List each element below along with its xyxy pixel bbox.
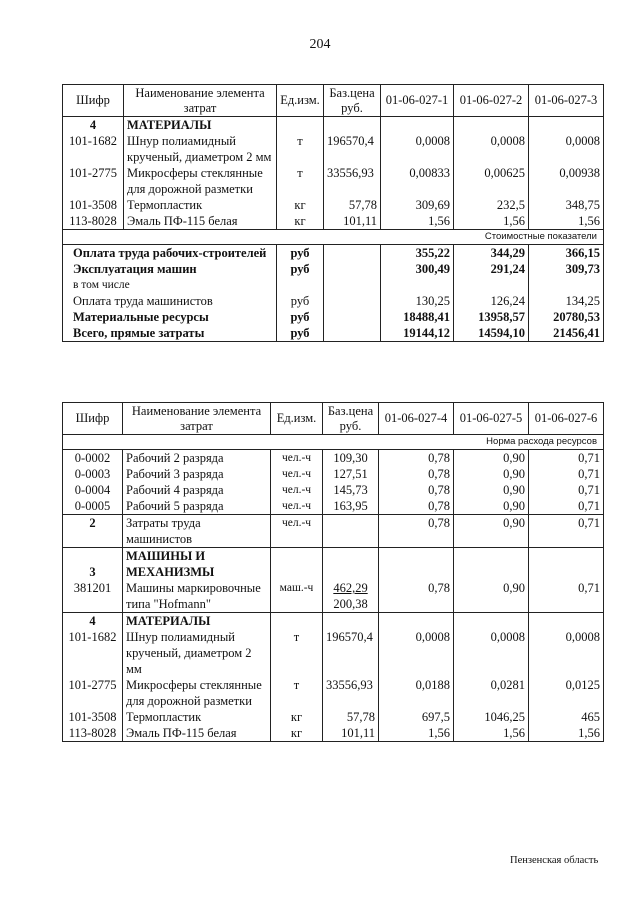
table-header-row	[63, 85, 604, 117]
row-value-3: 0,71	[529, 450, 604, 467]
row-code: 101-3508	[63, 197, 124, 213]
summary-unit: руб	[277, 325, 324, 342]
row-code: 0-0005	[63, 498, 123, 515]
row-value-2: 0,90	[454, 450, 529, 467]
operators-row	[63, 515, 604, 548]
cost-indicators-caption: Стоимостные показатели	[63, 230, 604, 245]
header-col-4: 01-06-027-4	[379, 403, 454, 435]
row-value-3: 0,71	[529, 580, 604, 613]
row-name: Затраты труда машинистов	[123, 515, 271, 548]
summary-value-2: 291,24	[454, 261, 529, 277]
row-price	[323, 580, 379, 613]
summary-unit: руб	[277, 245, 324, 262]
summary-value-1: 19144,12	[381, 325, 454, 342]
row-value-3: 0,00938	[529, 165, 604, 197]
table-row	[63, 133, 604, 165]
row-value-1: 0,78	[379, 515, 454, 548]
row-value-1: 0,78	[379, 466, 454, 482]
header-col-6: 01-06-027-6	[529, 403, 604, 435]
row-price	[323, 515, 379, 548]
section-row-materials	[63, 117, 604, 134]
row-value-1: 1,56	[381, 213, 454, 230]
summary-value-2: 14594,10	[454, 325, 529, 342]
header-code: Шифр	[63, 85, 124, 117]
summary-row	[63, 261, 604, 277]
row-price: 101,11	[324, 213, 381, 230]
row-price: 33556,93	[324, 165, 381, 197]
section-code: 3	[63, 548, 123, 581]
summary-row	[63, 293, 604, 309]
row-value-2: 0,0008	[454, 629, 529, 677]
row-value-2: 0,90	[454, 515, 529, 548]
row-code: 101-2775	[63, 677, 123, 709]
row-unit: чел.-ч	[271, 515, 323, 548]
table-row	[63, 709, 604, 725]
summary-value-1: 18488,41	[381, 309, 454, 325]
table-header-row	[63, 403, 604, 435]
row-code: 2	[63, 515, 123, 548]
row-value-3: 0,0008	[529, 133, 604, 165]
row-value-2: 1046,25	[454, 709, 529, 725]
row-name: Микросферы стеклянные для дорожной разметки	[123, 677, 271, 709]
row-value-1: 1,56	[379, 725, 454, 742]
row-value-1: 0,78	[379, 498, 454, 515]
page-number: 204	[309, 37, 331, 52]
row-code: 0-0002	[63, 450, 123, 467]
summary-label: в том числе	[63, 277, 277, 293]
row-price: 145,73	[323, 482, 379, 498]
row-value-2: 0,90	[454, 498, 529, 515]
table-row	[63, 466, 604, 482]
machine-operator-price: 200,38	[333, 597, 368, 611]
summary-row	[63, 245, 604, 262]
row-name: Эмаль ПФ-115 белая	[124, 213, 277, 230]
row-name: Рабочий 5 разряда	[123, 498, 271, 515]
row-code: 101-1682	[63, 133, 124, 165]
summary-value-2: 344,29	[454, 245, 529, 262]
row-unit: т	[271, 677, 323, 709]
header-price: Баз.цена руб.	[323, 403, 379, 435]
summary-value-3: 21456,41	[529, 325, 604, 342]
row-price: 109,30	[323, 450, 379, 467]
machine-price: 462,29	[333, 581, 368, 595]
row-name: Микросферы стеклянные для дорожной разметки	[124, 165, 277, 197]
row-value-3: 0,71	[529, 515, 604, 548]
table-row	[63, 197, 604, 213]
section-title: МАТЕРИАЛЫ	[123, 613, 271, 630]
row-value-2: 0,90	[454, 580, 529, 613]
row-code: 0-0003	[63, 466, 123, 482]
section-title: МАШИНЫ И МЕХАНИЗМЫ	[123, 548, 271, 581]
row-unit: чел.-ч	[271, 466, 323, 482]
row-value-3: 1,56	[529, 725, 604, 742]
row-value-1: 0,00833	[381, 165, 454, 197]
row-value-1: 0,78	[379, 450, 454, 467]
machine-row	[63, 580, 604, 613]
table-row	[63, 629, 604, 677]
row-value-3: 0,71	[529, 466, 604, 482]
row-unit: т	[277, 133, 324, 165]
row-value-2: 0,90	[454, 466, 529, 482]
row-value-2: 0,0281	[454, 677, 529, 709]
summary-unit: руб	[277, 261, 324, 277]
row-price: 163,95	[323, 498, 379, 515]
row-name: Шнур полиамидный крученый, диаметром 2 мм	[123, 629, 271, 677]
summary-value-1: 355,22	[381, 245, 454, 262]
row-value-1: 0,78	[379, 580, 454, 613]
header-code: Шифр	[63, 403, 123, 435]
row-unit: чел.-ч	[271, 498, 323, 515]
summary-label: Оплата труда рабочих-строителей	[63, 245, 277, 262]
row-name: Рабочий 4 разряда	[123, 482, 271, 498]
summary-row	[63, 325, 604, 342]
table-row	[63, 213, 604, 230]
row-value-3: 0,71	[529, 498, 604, 515]
table-row	[63, 165, 604, 197]
row-value-3: 0,71	[529, 482, 604, 498]
row-price: 127,51	[323, 466, 379, 482]
row-value-2: 232,5	[454, 197, 529, 213]
row-name: Эмаль ПФ-115 белая	[123, 725, 271, 742]
row-unit: кг	[277, 197, 324, 213]
row-value-3: 465	[529, 709, 604, 725]
caption-row	[63, 230, 604, 245]
row-value-2: 0,00625	[454, 165, 529, 197]
summary-row	[63, 309, 604, 325]
summary-value-1: 300,49	[381, 261, 454, 277]
summary-label: Материальные ресурсы	[63, 309, 277, 325]
row-value-3: 0,0125	[529, 677, 604, 709]
row-value-1: 0,78	[379, 482, 454, 498]
row-code: 113-8028	[63, 213, 124, 230]
section-code: 4	[63, 613, 123, 630]
summary-label: Всего, прямые затраты	[63, 325, 277, 342]
row-value-1: 697,5	[379, 709, 454, 725]
row-code: 101-3508	[63, 709, 123, 725]
header-col-3: 01-06-027-3	[529, 85, 604, 117]
summary-label: Эксплуатация машин	[63, 261, 277, 277]
row-name: Машины маркировочные типа "Hofmann"	[123, 580, 271, 613]
row-code: 113-8028	[63, 725, 123, 742]
row-value-1: 0,0008	[381, 133, 454, 165]
row-code: 0-0004	[63, 482, 123, 498]
header-col-5: 01-06-027-5	[454, 403, 529, 435]
row-code: 101-2775	[63, 165, 124, 197]
summary-value-2: 13958,57	[454, 309, 529, 325]
table-row	[63, 677, 604, 709]
row-price: 57,78	[324, 197, 381, 213]
row-code: 381201	[63, 580, 123, 613]
section-code: 4	[63, 117, 124, 134]
row-value-3: 1,56	[529, 213, 604, 230]
resource-norm-caption: Норма расхода ресурсов	[63, 435, 604, 450]
row-price: 33556,93	[323, 677, 379, 709]
row-price: 196570,4	[324, 133, 381, 165]
row-name: Термопластик	[124, 197, 277, 213]
row-code: 101-1682	[63, 629, 123, 677]
header-col-2: 01-06-027-2	[454, 85, 529, 117]
row-value-2: 0,0008	[454, 133, 529, 165]
section-row-machines	[63, 548, 604, 581]
summary-unit: руб	[277, 309, 324, 325]
row-value-1: 0,0188	[379, 677, 454, 709]
row-value-2: 1,56	[454, 213, 529, 230]
row-unit: т	[271, 629, 323, 677]
row-value-1: 309,69	[381, 197, 454, 213]
row-unit: кг	[271, 709, 323, 725]
header-name: Наименование элемента затрат	[123, 403, 271, 435]
table-row	[63, 450, 604, 467]
table-row	[63, 482, 604, 498]
header-unit: Ед.изм.	[277, 85, 324, 117]
row-unit: кг	[277, 213, 324, 230]
section-row-materials	[63, 613, 604, 630]
summary-label: Оплата труда машинистов	[63, 293, 277, 309]
row-unit: чел.-ч	[271, 482, 323, 498]
table-row	[63, 725, 604, 742]
row-value-2: 0,90	[454, 482, 529, 498]
row-unit: маш.-ч	[271, 580, 323, 613]
table-row	[63, 498, 604, 515]
caption-row	[63, 435, 604, 450]
row-unit: чел.-ч	[271, 450, 323, 467]
summary-value-3: 366,15	[529, 245, 604, 262]
summary-unit: руб	[277, 293, 324, 309]
row-name: Шнур полиамидный крученый, диаметром 2 мм	[124, 133, 277, 165]
row-name: Термопластик	[123, 709, 271, 725]
summary-value-3: 309,73	[529, 261, 604, 277]
section-title: МАТЕРИАЛЫ	[124, 117, 277, 134]
resource-table-2	[62, 402, 604, 742]
row-name: Рабочий 3 разряда	[123, 466, 271, 482]
row-value-2: 1,56	[454, 725, 529, 742]
summary-value-3: 20780,53	[529, 309, 604, 325]
row-unit: кг	[271, 725, 323, 742]
row-name: Рабочий 2 разряда	[123, 450, 271, 467]
header-unit: Ед.изм.	[271, 403, 323, 435]
row-price: 101,11	[323, 725, 379, 742]
resource-table-1	[62, 84, 604, 342]
summary-row	[63, 277, 604, 293]
row-value-3: 348,75	[529, 197, 604, 213]
row-price: 57,78	[323, 709, 379, 725]
region-footer: Пензенская область	[510, 855, 599, 866]
row-value-1: 0,0008	[379, 629, 454, 677]
header-col-1: 01-06-027-1	[381, 85, 454, 117]
summary-value-3: 134,25	[529, 293, 604, 309]
row-unit: т	[277, 165, 324, 197]
row-value-3: 0,0008	[529, 629, 604, 677]
header-name: Наименование элемента затрат	[124, 85, 277, 117]
summary-value-2: 126,24	[454, 293, 529, 309]
header-price: Баз.цена руб.	[324, 85, 381, 117]
row-price: 196570,4	[323, 629, 379, 677]
summary-value-1: 130,25	[381, 293, 454, 309]
